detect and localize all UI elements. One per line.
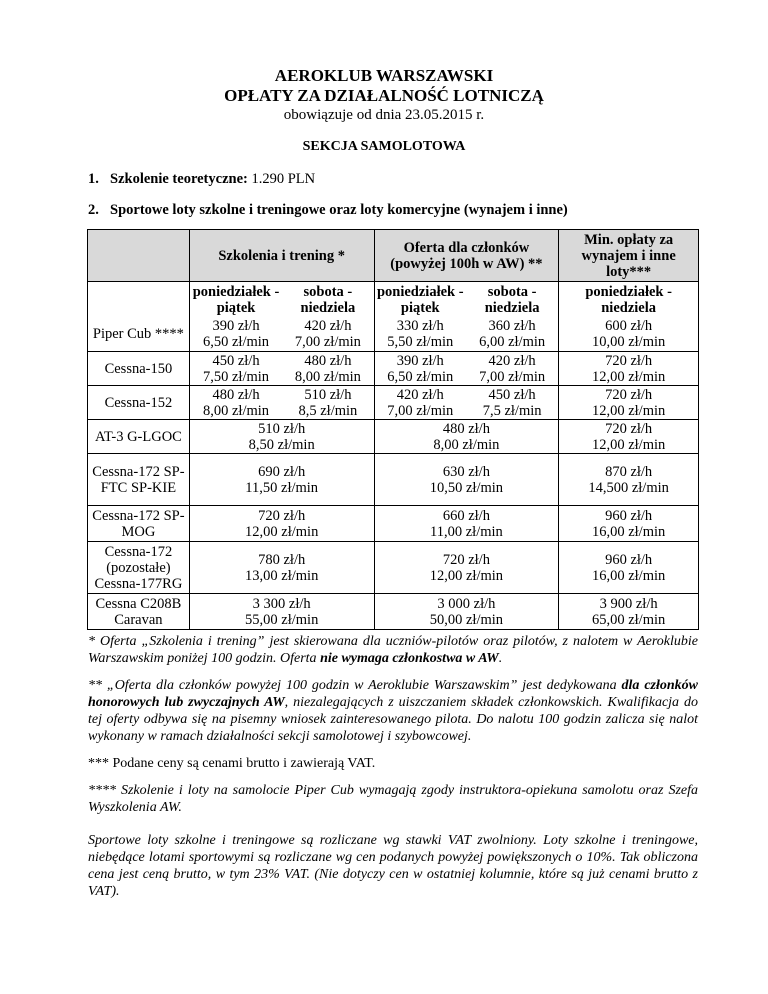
price-per-min: 50,00 zł/min	[429, 611, 504, 628]
item-number: 2.	[88, 202, 99, 218]
price-per-hour: 720 zł/h	[258, 507, 306, 524]
price-cell	[559, 352, 699, 386]
price-per-hour: 960 zł/h	[605, 507, 653, 524]
price-per-hour: 720 zł/h	[442, 551, 490, 568]
price-per-min: 10,00 zł/min	[591, 334, 666, 351]
price-per-min: 8,50 zł/min	[248, 436, 315, 453]
item-label: Szkolenie teoretyczne:	[110, 171, 248, 187]
price-cell	[374, 594, 559, 630]
footnote-emphasis: nie wymaga członkostwa w AW	[320, 651, 499, 666]
price-per-hour: 420 zł/h	[488, 352, 536, 369]
item-label: Sportowe loty szkolne i treningowe oraz loty komercyjne (wynajem i inne)	[110, 202, 568, 218]
price-per-hour: 450 zł/h	[212, 352, 260, 369]
footnote-text: ** „Oferta dla członków powyżej 100 godzin w Aeroklubie Warszawskim” jest dedykowana	[88, 678, 622, 693]
subheader-all-days: poniedziałek - niedziela	[559, 282, 699, 318]
price-cell	[282, 318, 374, 352]
price-per-hour: 420 zł/h	[304, 318, 352, 335]
aircraft-cessna-172-mog: Cessna-172 SP-MOG	[88, 506, 190, 542]
price-cell	[374, 506, 559, 542]
subheader-weekday: poniedziałek - piątek	[374, 282, 466, 318]
price-per-min: 8,00 zł/min	[202, 402, 270, 419]
subheader-weekday: poniedziałek - piątek	[189, 282, 282, 318]
price-per-hour: 720 zł/h	[605, 420, 653, 437]
price-per-min: 10,50 zł/min	[429, 479, 504, 496]
price-cell	[466, 352, 559, 386]
title-fees: OPŁATY ZA DZIAŁALNOŚĆ LOTNICZĄ	[224, 86, 544, 105]
price-cell	[282, 386, 374, 420]
price-cell	[189, 594, 374, 630]
footnotes	[88, 633, 698, 910]
subheader-corner	[88, 282, 190, 318]
aircraft-cessna-150: Cessna-150	[88, 352, 190, 386]
vat-note	[88, 832, 698, 900]
title-club: AEROKLUB WARSZAWSKI	[274, 66, 494, 85]
footnote-text: *** Podane ceny są cenami brutto i zawierają VAT.	[88, 756, 376, 771]
price-per-hour: 690 zł/h	[258, 463, 306, 480]
footnote-text: **** Szkolenie i loty na samolocie Piper Cub wymagają zgody instruktora-opiekuna samolotu oraz Szefa Wyszkolenia AW.	[88, 783, 698, 815]
footnote-text: Sportowe loty szkolne i treningowe są rozliczane wg stawki VAT zwolniony. Loty szkolne i treningowe, niebędące lotami sportowymi są rozliczane wg cen podanych powyżej powiększonych o 10%. Tak obliczona cena jest ceną brutto, w tym 23% VAT. (Nie dotyczy cen w ostatniej kolumnie, które są już cenami brutto z VAT).	[88, 833, 698, 899]
price-cell	[559, 454, 699, 506]
price-per-hour: 510 zł/h	[304, 386, 352, 403]
price-per-hour: 480 zł/h	[304, 352, 352, 369]
price-per-min: 8,00 zł/min	[433, 436, 500, 453]
price-cell	[189, 420, 374, 454]
subheader-weekend: sobota - niedziela	[282, 282, 374, 318]
price-per-hour: 390 zł/h	[212, 318, 260, 335]
price-cell	[374, 386, 466, 420]
price-cell	[559, 386, 699, 420]
section-title: SEKCJA SAMOLOTOWA	[302, 139, 466, 154]
price-per-min: 6,50 zł/min	[387, 368, 454, 385]
price-cell	[189, 542, 374, 594]
price-per-hour: 420 zł/h	[396, 386, 444, 403]
price-per-min: 6,00 zł/min	[479, 334, 546, 351]
price-per-min: 7,00 zł/min	[387, 402, 454, 419]
aircraft-caravan: Cessna C208B Caravan	[88, 594, 190, 630]
price-per-hour: 870 zł/h	[605, 463, 653, 480]
valid-from: obowiązuje od dnia 23.05.2015 r.	[283, 107, 485, 123]
price-per-min: 6,50 zł/min	[202, 334, 270, 351]
fees-table	[87, 229, 699, 630]
price-per-min: 12,00 zł/min	[591, 368, 666, 385]
aircraft-cessna-152: Cessna-152	[88, 386, 190, 420]
price-per-min: 16,00 zł/min	[591, 567, 666, 584]
price-per-hour: 3 900 zł/h	[599, 595, 658, 612]
price-per-hour: 960 zł/h	[605, 551, 653, 568]
item-theory	[88, 170, 315, 188]
footnote-text: , niezalegających z uiszczaniem składek członkowskich. Kwalifikacja do tej oferty odbywa się na pisemny wniosek zainteresowanego pilota. Do nalotu 100 godzin zalicza się nalot wykonany w ramach działalności sekcji samolotowej i szybowcowej.	[88, 695, 698, 744]
price-per-hour: 360 zł/h	[488, 318, 536, 335]
price-per-min: 65,00 zł/min	[591, 611, 666, 628]
price-per-hour: 720 zł/h	[605, 386, 653, 403]
price-cell	[189, 506, 374, 542]
price-cell	[189, 318, 282, 352]
price-cell	[466, 386, 559, 420]
subheader-weekend: sobota - niedziela	[466, 282, 559, 318]
price-cell	[559, 542, 699, 594]
price-per-min: 12,00 zł/min	[429, 567, 504, 584]
price-per-min: 16,00 zł/min	[591, 523, 666, 540]
price-cell	[374, 454, 559, 506]
header-corner	[88, 230, 190, 282]
item-flights	[88, 201, 568, 219]
price-per-hour: 390 zł/h	[396, 352, 444, 369]
price-per-min: 14,500 zł/min	[588, 479, 669, 496]
price-cell	[559, 420, 699, 454]
price-per-hour: 780 zł/h	[258, 551, 306, 568]
price-per-min: 8,00 zł/min	[294, 368, 361, 385]
price-cell	[466, 318, 559, 352]
price-per-min: 11,00 zł/min	[430, 523, 503, 540]
price-per-hour: 510 zł/h	[258, 420, 306, 437]
price-per-hour: 3 300 zł/h	[252, 595, 311, 612]
item-number: 1.	[88, 171, 99, 187]
price-per-min: 12,00 zł/min	[245, 523, 319, 540]
aircraft-at3: AT-3 G-LGOC	[88, 420, 190, 454]
price-cell	[282, 352, 374, 386]
aircraft-cessna-172-ftc-kie: Cessna-172 SP-FTC SP-KIE	[88, 454, 190, 506]
footnote-4	[88, 782, 698, 816]
price-per-min: 5,50 zł/min	[387, 334, 454, 351]
price-cell	[559, 318, 699, 352]
price-per-hour: 450 zł/h	[488, 386, 536, 403]
price-per-hour: 600 zł/h	[605, 318, 653, 335]
price-per-hour: 630 zł/h	[442, 463, 490, 480]
header-rental: Min. opłaty za wynajem i inne loty***	[559, 230, 699, 282]
aircraft-piper-cub: Piper Cub ****	[88, 318, 190, 352]
price-per-hour: 480 zł/h	[442, 420, 490, 437]
price-per-min: 7,5 zł/min	[482, 402, 542, 419]
price-per-min: 11,50 zł/min	[245, 479, 319, 496]
price-per-min: 13,00 zł/min	[245, 567, 319, 584]
footnote-3	[88, 755, 698, 772]
price-cell	[559, 506, 699, 542]
price-per-hour: 330 zł/h	[396, 318, 444, 335]
footnote-2	[88, 677, 698, 745]
price-per-hour: 3 000 zł/h	[437, 595, 496, 612]
header-training: Szkolenia i trening *	[189, 230, 374, 282]
header-members: Oferta dla członków (powyżej 100h w AW) **	[374, 230, 559, 282]
price-cell	[374, 420, 559, 454]
footnote-emphasis: dla członków honorowych lub zwyczajnych AW	[88, 678, 698, 710]
price-cell	[189, 352, 282, 386]
aircraft-cessna-172-other: Cessna-172 (pozostałe) Cessna-177RG	[88, 542, 190, 594]
price-cell	[374, 352, 466, 386]
footnote-text: .	[498, 651, 503, 666]
item-value: 1.290 PLN	[251, 171, 316, 187]
price-per-min: 7,50 zł/min	[202, 368, 270, 385]
price-cell	[189, 386, 282, 420]
price-cell	[374, 542, 559, 594]
price-per-min: 8,5 zł/min	[298, 402, 358, 419]
price-per-min: 7,00 zł/min	[294, 334, 361, 351]
footnote-text: * Oferta „Szkolenia i trening” jest skierowana dla uczniów-pilotów oraz pilotów, z nalotem w Aeroklubie Warszawskim poniżej 100 godzin. Oferta	[88, 634, 698, 666]
price-cell	[559, 594, 699, 630]
price-per-hour: 660 zł/h	[442, 507, 490, 524]
price-per-hour: 480 zł/h	[212, 386, 260, 403]
price-cell	[189, 454, 374, 506]
price-per-min: 12,00 zł/min	[591, 402, 666, 419]
footnote-1	[88, 633, 698, 667]
price-per-min: 55,00 zł/min	[245, 611, 319, 628]
price-per-min: 7,00 zł/min	[479, 368, 546, 385]
price-cell	[374, 318, 466, 352]
price-per-hour: 720 zł/h	[605, 352, 653, 369]
price-per-min: 12,00 zł/min	[591, 436, 666, 453]
